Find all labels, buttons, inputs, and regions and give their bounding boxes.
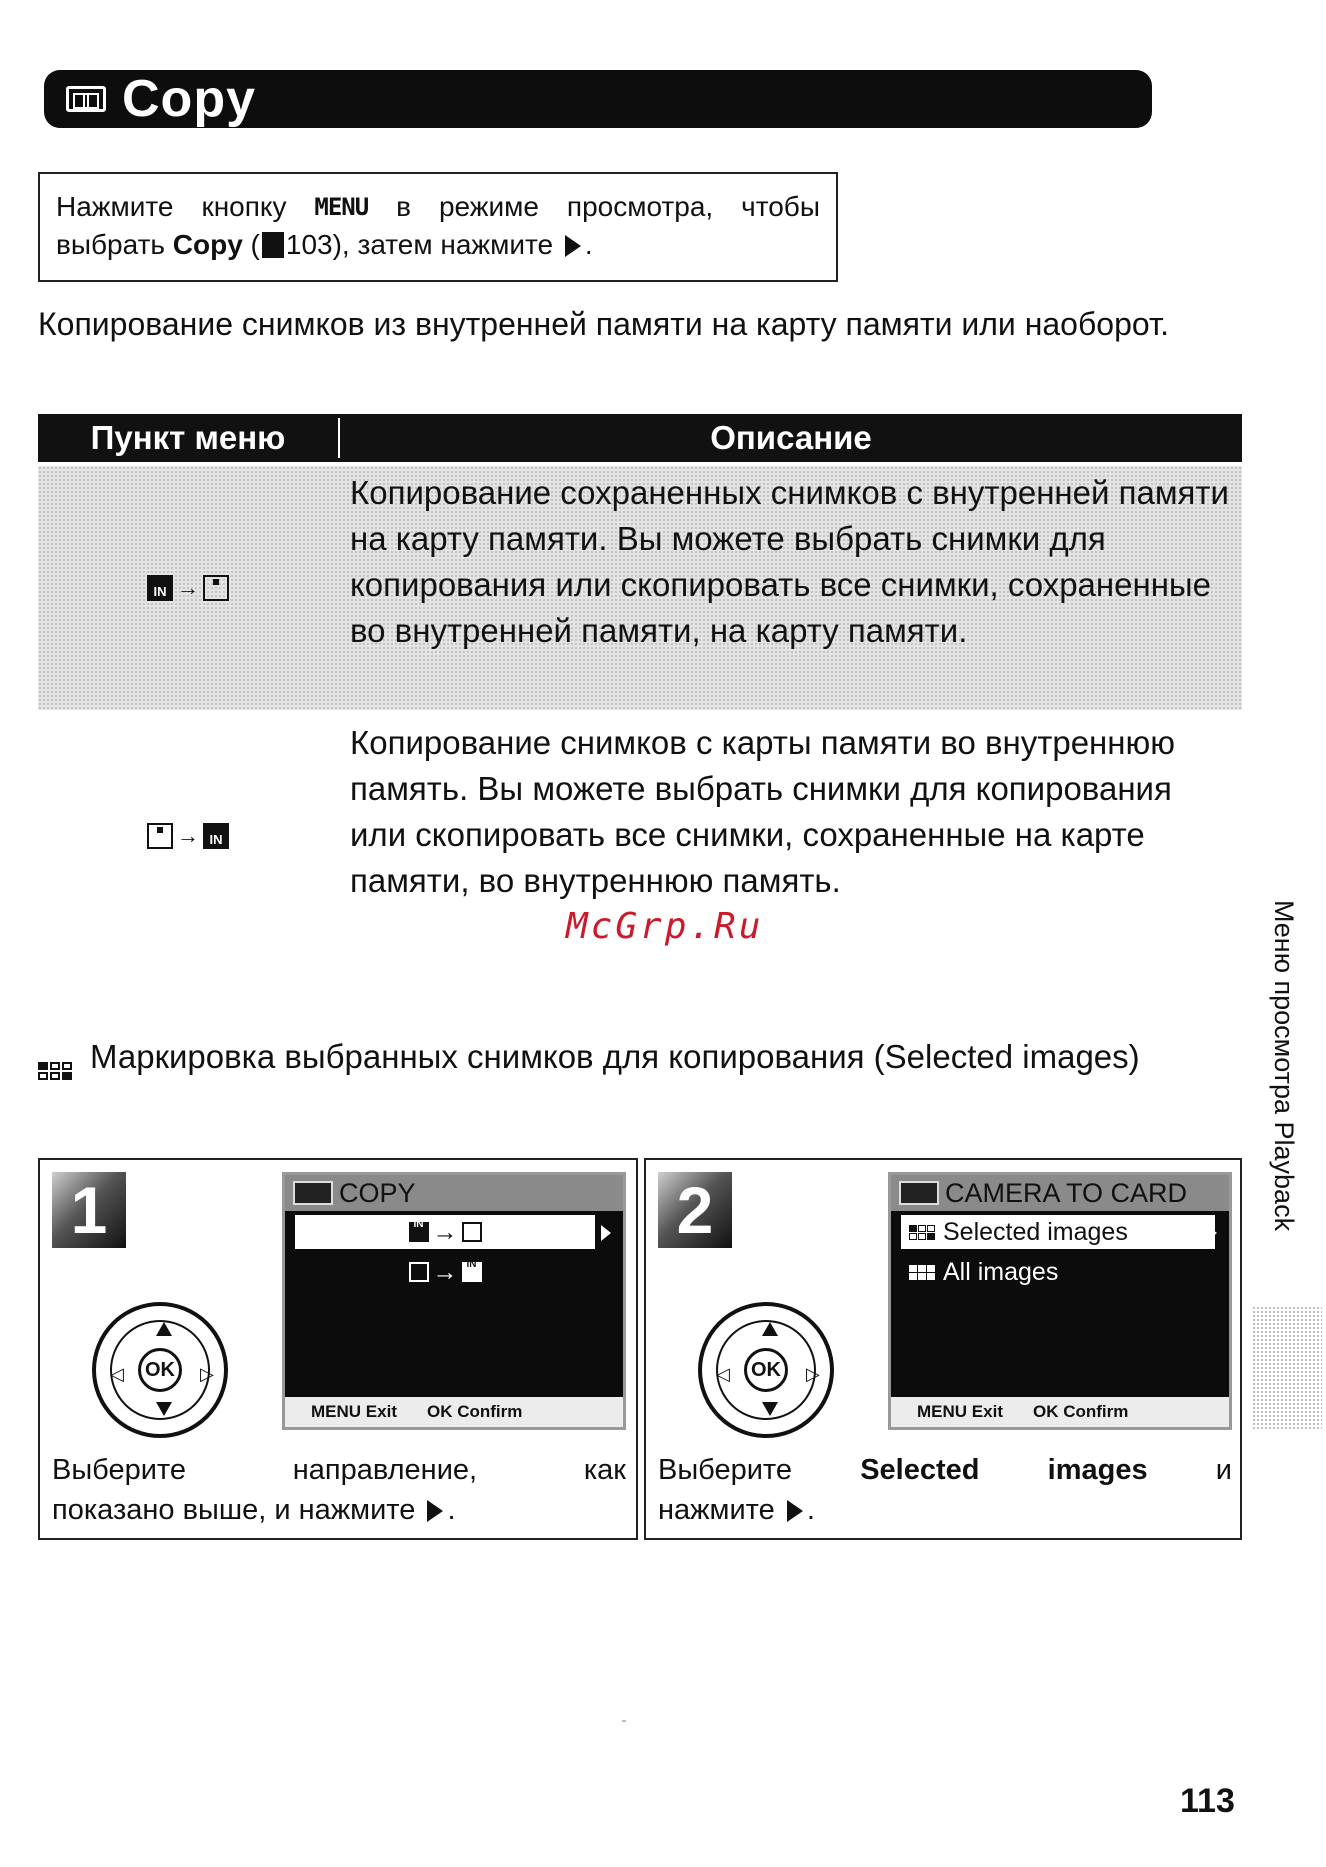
ok-tag-icon: OK: [426, 1402, 453, 1421]
footer-exit-label: Exit: [971, 1402, 1003, 1421]
page-reference-icon: [262, 232, 284, 258]
menu-tag-icon: MENU: [311, 1402, 362, 1421]
instruction-box: [38, 172, 838, 282]
option-label: All images: [943, 1258, 1059, 1286]
caption-word: Выберите: [52, 1454, 187, 1486]
copy-icon: [293, 1181, 333, 1205]
instruction-word: Нажмите: [56, 191, 174, 222]
footer-exit-label: Exit: [365, 1402, 397, 1421]
right-arrow-icon: [427, 1500, 443, 1522]
table-row: [38, 466, 1242, 710]
instruction-word: режиме: [438, 191, 539, 222]
footer-confirm-label: Confirm: [457, 1402, 523, 1421]
all-images-icon: [909, 1265, 935, 1280]
table-cell-item: [38, 716, 338, 956]
camera-screen: [282, 1172, 626, 1430]
caption-text: показано выше, и нажмите: [52, 1494, 416, 1526]
menu-button-icon: MENU: [314, 193, 369, 221]
dpad-up-icon: [762, 1322, 778, 1336]
dpad-down-icon: [762, 1402, 778, 1416]
menu-option-internal-to-card: [295, 1215, 595, 1249]
instruction-end: .: [584, 229, 593, 260]
caption-text: нажмите: [658, 1494, 775, 1526]
screen-title-bar: [285, 1175, 623, 1211]
caption-word: как: [583, 1454, 626, 1486]
page-number: 113: [1180, 1782, 1235, 1820]
caption-end: .: [447, 1494, 456, 1526]
screen-title-bar: [891, 1175, 1229, 1211]
side-tab-label: Меню просмотра Playback: [1269, 900, 1299, 1232]
selected-images-heading: [38, 1034, 1242, 1080]
instruction-line-2: [56, 226, 820, 264]
footer-exit: [917, 1397, 1003, 1427]
caption-line-2: [52, 1490, 626, 1530]
menu-option-all-images: [901, 1255, 1201, 1289]
option-label: Selected images: [943, 1218, 1128, 1246]
card-to-internal-icon: [147, 823, 229, 849]
screen-footer: [285, 1397, 623, 1427]
arrow-icon: →: [432, 1218, 458, 1246]
screen-footer: [891, 1397, 1229, 1427]
column-header-item: Пункт меню: [90, 419, 286, 456]
page-title: Copy: [122, 70, 256, 128]
footer-confirm: [1033, 1397, 1128, 1427]
right-arrow-icon: [601, 1225, 611, 1241]
table-header: [38, 414, 1242, 462]
memory-card-icon: [409, 1262, 429, 1282]
ok-tag-icon: OK: [1032, 1402, 1059, 1421]
dpad-down-icon: [156, 1402, 172, 1416]
footer-exit: [311, 1397, 397, 1427]
caption-word: направление,: [292, 1454, 478, 1486]
table-cell-item: [38, 466, 338, 710]
step-caption: [52, 1450, 626, 1530]
multi-selector-icon: ◁ ▷ OK: [698, 1302, 834, 1438]
arrow-icon: →: [177, 575, 199, 600]
step-number: 1: [52, 1172, 126, 1248]
caption-line-2: [658, 1490, 1232, 1530]
instruction-word: кнопку: [201, 191, 287, 222]
instruction-page-ref: 103), затем нажмите: [285, 229, 554, 260]
dpad-up-icon: [156, 1322, 172, 1336]
instruction-text: (: [250, 229, 260, 260]
memory-card-icon: [462, 1222, 482, 1242]
menu-tag-icon: MENU: [917, 1402, 968, 1421]
watermark: McGrp.Ru: [566, 906, 764, 947]
column-header-description: Описание: [710, 419, 872, 456]
memory-card-icon: [203, 575, 229, 601]
footer-confirm-label: Confirm: [1063, 1402, 1129, 1421]
ok-button-icon: OK: [138, 1348, 182, 1392]
arrow-icon: →: [432, 1258, 458, 1286]
menu-option-selected-images: [901, 1215, 1215, 1249]
internal-memory-icon: IN: [409, 1222, 429, 1242]
instruction-text: выбрать: [56, 229, 165, 260]
right-arrow-icon: [1207, 1225, 1217, 1241]
selected-images-heading-text: Маркировка выбранных снимков для копирования (Selected images): [90, 1038, 1140, 1075]
step-caption: [658, 1450, 1232, 1530]
instruction-word: в: [396, 191, 411, 222]
side-tab-decoration: [1252, 1306, 1322, 1430]
caption-line-1: [658, 1450, 1232, 1490]
copy-icon: [66, 86, 106, 112]
internal-to-card-icon: [147, 575, 229, 601]
intro-paragraph: Копирование снимков из внутренней памяти на карту памяти или наоборот.: [38, 306, 1169, 342]
table-cell-description: Копирование сохраненных снимков с внутренней памяти на карту памяти. Вы можете выбрать снимки для копирования или скопировать все снимки, сохраненные во внутренней памяти, на карту памяти.: [350, 474, 1229, 649]
arrow-icon: →: [177, 823, 199, 848]
right-arrow-icon: [787, 1500, 803, 1522]
section-title-bar: [44, 70, 1152, 128]
footer-confirm: [427, 1397, 522, 1427]
caption-line-1: [52, 1450, 626, 1490]
caption-word: Выберите: [658, 1454, 793, 1486]
right-arrow-icon: [565, 235, 581, 257]
menu-option-card-to-internal: [295, 1255, 595, 1289]
internal-memory-icon: IN: [203, 823, 229, 849]
caption-word: Selected: [860, 1454, 980, 1486]
camera-screen: [888, 1172, 1232, 1430]
selected-images-icon: [38, 1062, 72, 1080]
screen-title: COPY: [339, 1178, 416, 1208]
selected-images-icon: [909, 1225, 935, 1240]
caption-end: .: [806, 1494, 815, 1526]
instruction-word: просмотра,: [566, 191, 714, 222]
ok-button-icon: OK: [744, 1348, 788, 1392]
caption-word: images: [1047, 1454, 1148, 1486]
copy-icon: [899, 1181, 939, 1205]
multi-selector-icon: ◁ ▷ OK: [92, 1302, 228, 1438]
table-cell-description: Копирование снимков с карты памяти во внутреннюю память. Вы можете выбрать снимки для копирования или скопировать все снимки, сохраненные на карте памяти, во внутреннюю память.: [350, 724, 1175, 899]
instruction-line-1: [56, 188, 820, 226]
screen-title: CAMERA TO CARD: [945, 1178, 1188, 1208]
internal-memory-icon: IN: [462, 1262, 482, 1282]
step-panel-1: [38, 1158, 638, 1540]
instruction-copy-term: Copy: [172, 229, 243, 260]
internal-memory-icon: IN: [147, 575, 173, 601]
instruction-word: чтобы: [741, 191, 820, 222]
step-number: 2: [658, 1172, 732, 1248]
memory-card-icon: [147, 823, 173, 849]
caption-word: и: [1215, 1454, 1232, 1486]
step-panel-2: [644, 1158, 1242, 1540]
decorative-dot: [622, 1720, 626, 1722]
